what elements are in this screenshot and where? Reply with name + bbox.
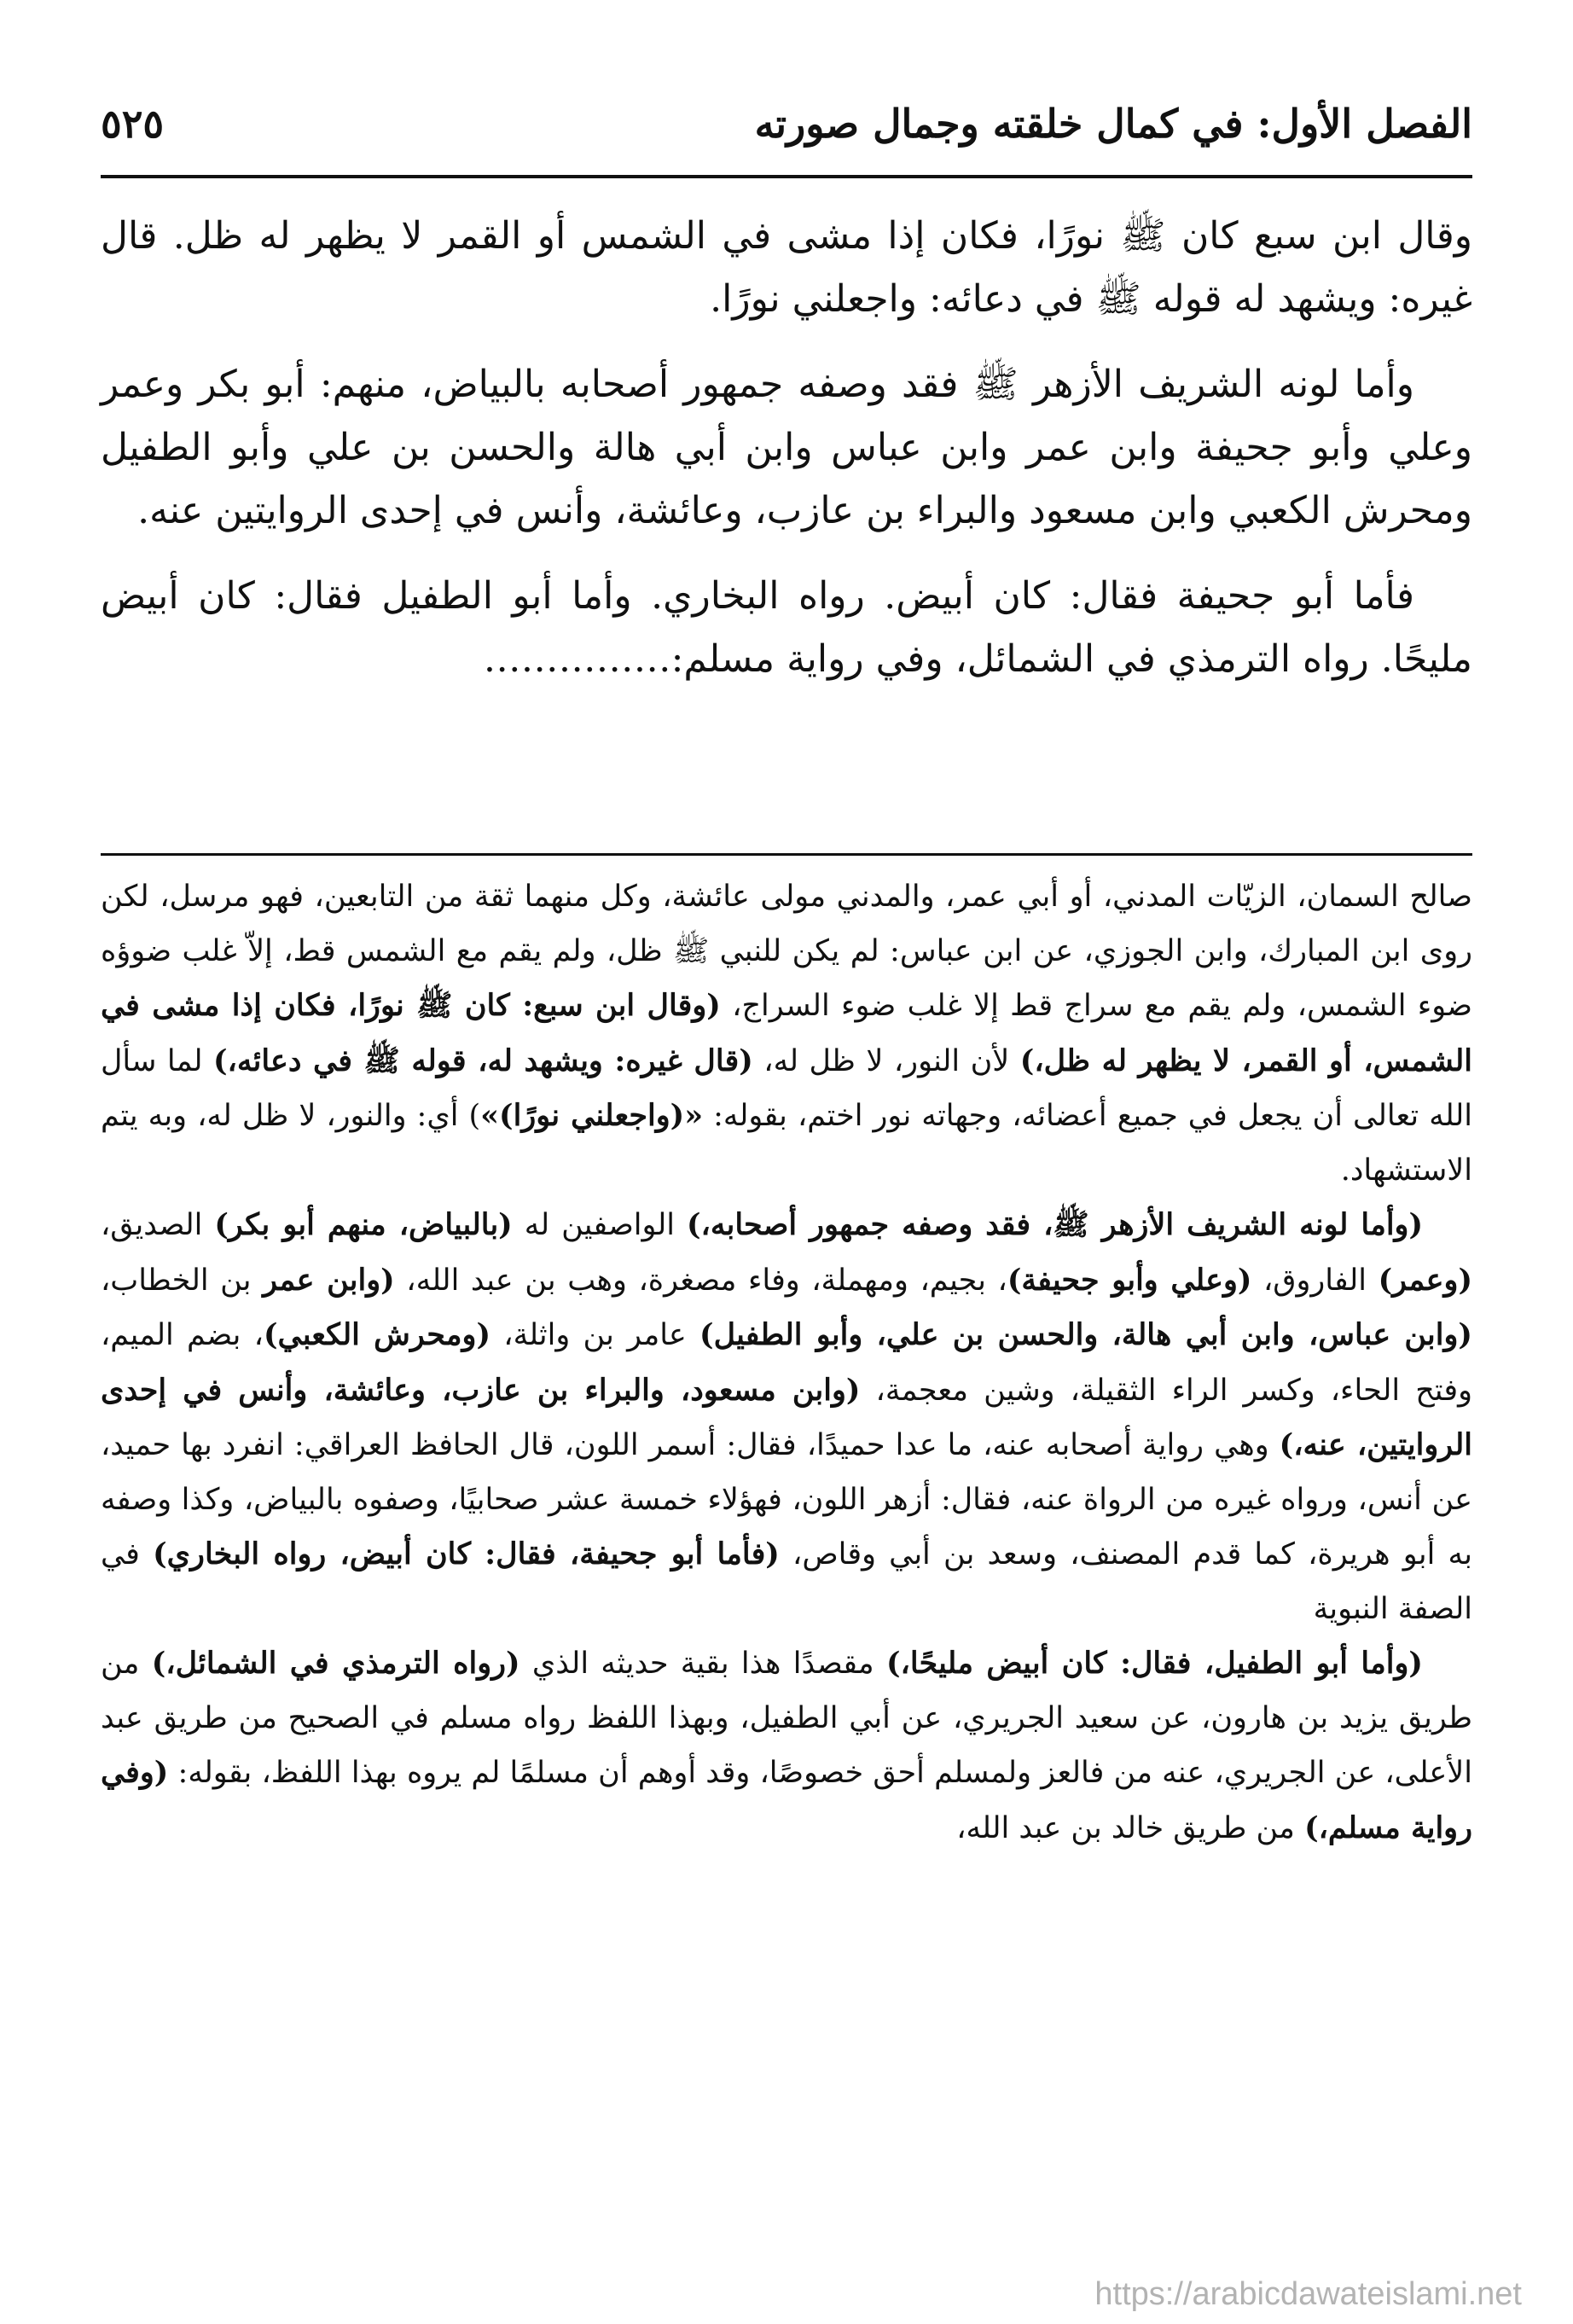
quoted-matn: (وقال ابن سبع: كان ﷺ نورًا، فكان إذا مشى في الشمس، أو القمر، لا يظهر له ظل،) xyxy=(101,988,1472,1078)
quoted-matn: (وأما أبو الطفيل، فقال: كان أبيض مليحًا،) xyxy=(885,1646,1423,1681)
commentary-paragraph-1 xyxy=(101,870,1472,1198)
commentary-text-span: بن الخطاب، xyxy=(101,1263,264,1298)
commentary-text-span: ) أي: والنور، لا ظل له، وبه يتم الاستشهاد. xyxy=(101,1099,1472,1188)
main-paragraph-1: وقال ابن سبع كان ﷺ نورًا، فكان إذا مشى في الشمس أو القمر لا يظهر له ظل. قال غيره: ويشهد له قوله ﷺ في دعائه: واجعلني نورًا. xyxy=(101,214,1472,321)
commentary-text-span: الفاروق، xyxy=(1251,1263,1379,1298)
commentary-text-span: من طريق خالد بن عبد الله، xyxy=(956,1810,1305,1845)
quoted-matn: (بالبياض، منهم أبو بكر) xyxy=(214,1207,513,1242)
commentary-paragraph-3 xyxy=(101,1636,1472,1856)
commentary-text-span: الواصفين له xyxy=(512,1208,687,1242)
commentary-text-span: في الصفة النبوية xyxy=(101,1537,1472,1626)
main-text xyxy=(101,205,1472,713)
main-paragraph-3: فأما أبو جحيفة فقال: كان أبيض. رواه البخاري. وأما أبو الطفيل فقال: كان أبيض مليحًا. رواه الترمذي في الشمائل، وفي رواية مسلم:…………… xyxy=(101,574,1472,681)
commentary-text-span: ، بجيم، ومهملة، وفاء مصغرة، وهب بن عبد الله، xyxy=(394,1263,1007,1298)
quoted-matn: «(واجعلني نورًا)» xyxy=(480,1098,704,1133)
quoted-matn: (وابن عباس، وابن أبي هالة، والحسن بن علي، وأبو الطفيل) xyxy=(699,1317,1472,1352)
quoted-matn: (فأما أبو جحيفة، فقال: كان أبيض، رواه البخاري) xyxy=(153,1537,780,1572)
main-paragraph-2: وأما لونه الشريف الأزهر ﷺ فقد وصفه جمهور أصحابه بالبياض، منهم: أبو بكر وعمر وعلي وأبو جحيفة وابن عمر وابن عباس وابن أبي هالة والحسن بن علي وأبو الطفيل ومحرش الكعبي وابن مسعود والبراء بن عازب، وعائشة، وأنس في إحدى الروايتين عنه. xyxy=(101,363,1472,532)
commentary-paragraph-2 xyxy=(101,1198,1472,1636)
commentary-text-span: ، بضم الميم، وفتح الحاء، وكسر الراء الثقيلة، وشين معجمة، xyxy=(101,1318,1472,1408)
commentary-text xyxy=(101,870,1472,1856)
header-divider xyxy=(101,175,1472,178)
running-header xyxy=(101,90,1472,158)
commentary-text-span: وهي رواية أصحابه عنه، ما عدا حميدًا، فقال: أسمر اللون، قال الحافظ العراقي: انفرد بها حميد، عن أنس، ورواه غيره من الرواة عنه، فقال: أزهر اللون، فهؤلاء خمسة عشر صحابيًا، وصفوه بالبياض، وكذا وصفه به أبو هريرة، كما قدم المصنف، وسعد بن أبي وقاص، xyxy=(101,1428,1473,1572)
quoted-matn: (وأما لونه الشريف الأزهر ﷺ، فقد وصفه جمهور أصحابه،) xyxy=(686,1207,1424,1242)
commentary-text-span: عامر بن واثلة، xyxy=(490,1318,700,1352)
commentary-text-span: صالح السمان، الزيّات المدني، أو أبي عمر، والمدني مولى عائشة، وكل منهما ثقة من التابعين، فهو مرسل، لكن روى ابن المبارك، وابن الجوزي، عن ابن عباس: لم يكن للنبي ﷺ ظل، ولم يقم مع الشمس قط، إلاّ غلب ضوؤه ضوء الشمس، ولم يقم مع سراج قط إلا غلب ضوء السراج، xyxy=(101,880,1472,1023)
commentary-divider xyxy=(101,853,1472,856)
source-watermark: https://arabicdawateislami.net xyxy=(1094,2276,1522,2312)
quoted-matn: (قال غيره: ويشهد له، قوله ﷺ في دعائه،) xyxy=(213,1043,753,1078)
commentary-text-span: الصديق، xyxy=(101,1208,215,1242)
commentary-text-span: مقصدًا هذا بقية حديثه الذي xyxy=(519,1647,886,1681)
quoted-matn: (وابن عمر xyxy=(263,1262,395,1298)
page-number: ٥٢٥ xyxy=(101,101,165,147)
quoted-matn: (وابن مسعود، والبراء بن عازب، وعائشة، وأنس في إحدى الروايتين، عنه،) xyxy=(101,1372,1472,1462)
commentary-text-span: من طريق يزيد بن هارون، عن سعيد الجريري، عن أبي الطفيل، وبهذا اللفظ رواه مسلم في الصحيح من طريق عبد الأعلى، عن الجريري، عنه من فالعز ولمسلم أحق خصوصًا، وقد أوهم أن مسلمًا لم يروه بهذا اللفظ، بقوله: xyxy=(101,1647,1472,1790)
commentary-text-span: لما سأل الله تعالى أن يجعل في جميع أعضائه، وجهاته نور اختم، بقوله: xyxy=(101,1043,1472,1133)
chapter-title: الفصل الأول: في كمال خلقته وجمال صورته xyxy=(754,101,1472,147)
quoted-matn: (وعلي وأبو جحيفة) xyxy=(1007,1262,1252,1298)
quoted-matn: (ومحرش الكعبي) xyxy=(263,1317,491,1352)
quoted-matn: (وعمر) xyxy=(1378,1262,1473,1298)
commentary-text-span: لأن النور، لا ظل له، xyxy=(752,1043,1020,1078)
quoted-matn: (رواه الترمذي في الشمائل،) xyxy=(151,1646,520,1681)
quoted-matn: (وفي رواية مسلم،) xyxy=(101,1755,1472,1845)
